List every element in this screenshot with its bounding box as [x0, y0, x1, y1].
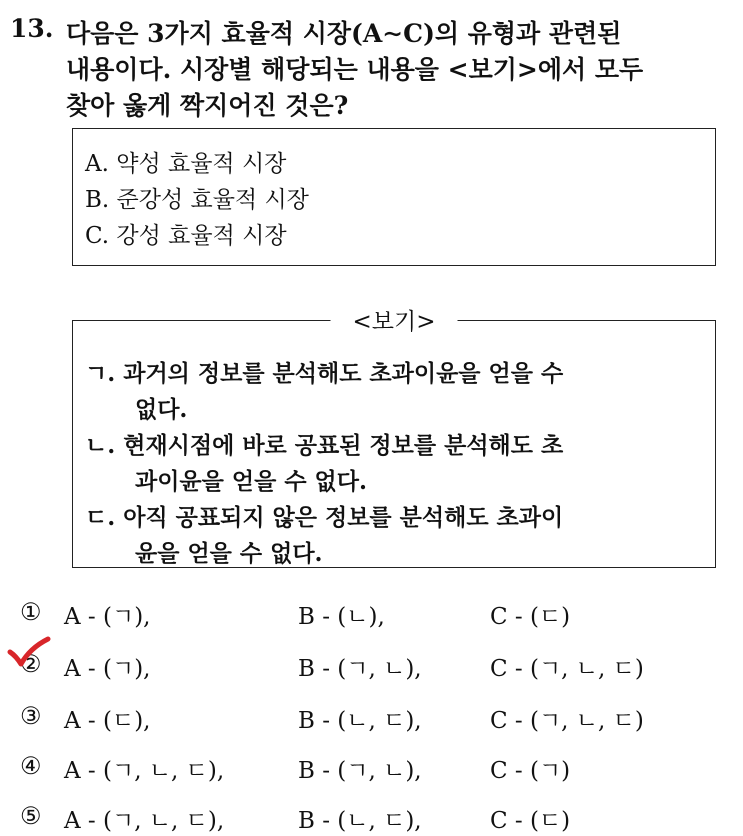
question-line-2: 내용이다. 시장별 해당되는 내용을 <보기>에서 모두 [66, 55, 644, 84]
option-3[interactable] [20, 702, 720, 736]
option-4-c: C - (ㄱ) [490, 758, 571, 784]
bogi-title: <보기> [331, 303, 458, 336]
bogi-item-1-line-1: ㄱ. 과거의 정보를 분석해도 초과이윤을 얻을 수 [85, 360, 564, 387]
option-5-number: ⑤ [20, 802, 42, 830]
option-5-b: B - (ㄴ, ㄷ), [298, 808, 422, 834]
question-line-1: 다음은 3가지 효율적 시장(A∼C)의 유형과 관련된 [66, 19, 622, 48]
option-2-b: B - (ㄱ, ㄴ), [298, 656, 422, 682]
check-mark-icon [6, 636, 52, 674]
question-line-3: 찾아 옳게 짝지어진 것은? [66, 91, 349, 120]
option-5[interactable] [20, 802, 720, 836]
bogi-item-3-line-1: ㄷ. 아직 공표되지 않은 정보를 분석해도 초과이 [85, 504, 564, 531]
option-4[interactable] [20, 752, 720, 786]
bogi-item-1-line-2: 없다. [135, 396, 188, 423]
option-4-a: A - (ㄱ, ㄴ, ㄷ), [64, 758, 225, 784]
option-1-number: ① [20, 598, 42, 626]
option-2-number: ② [20, 650, 42, 678]
option-4-number: ④ [20, 752, 42, 780]
option-3-a: A - (ㄷ), [64, 708, 151, 734]
option-2[interactable] [20, 650, 720, 684]
option-5-a: A - (ㄱ, ㄴ, ㄷ), [64, 808, 225, 834]
option-1[interactable] [20, 598, 720, 632]
market-type-c: C. 강성 효율적 시장 [85, 223, 287, 249]
bogi-box [72, 309, 716, 568]
market-type-a: A. 약성 효율적 시장 [85, 151, 287, 177]
question-number: 13. [10, 14, 54, 43]
option-2-c: C - (ㄱ, ㄴ, ㄷ) [490, 656, 644, 682]
bogi-item-2-line-2: 과이윤을 얻을 수 없다. [135, 468, 367, 495]
option-2-a: A - (ㄱ), [64, 656, 151, 682]
option-1-a: A - (ㄱ), [64, 604, 151, 630]
market-type-b: B. 준강성 효율적 시장 [85, 187, 309, 213]
option-1-c: C - (ㄷ) [490, 604, 571, 630]
option-3-b: B - (ㄴ, ㄷ), [298, 708, 422, 734]
market-types-box [72, 128, 716, 266]
option-4-b: B - (ㄱ, ㄴ), [298, 758, 422, 784]
bogi-item-3-line-2: 윤을 얻을 수 없다. [135, 540, 323, 567]
option-5-c: C - (ㄷ) [490, 808, 571, 834]
bogi-item-2-line-1: ㄴ. 현재시점에 바로 공표된 정보를 분석해도 초 [85, 432, 564, 459]
option-3-c: C - (ㄱ, ㄴ, ㄷ) [490, 708, 644, 734]
option-3-number: ③ [20, 702, 42, 730]
option-1-b: B - (ㄴ), [298, 604, 385, 630]
